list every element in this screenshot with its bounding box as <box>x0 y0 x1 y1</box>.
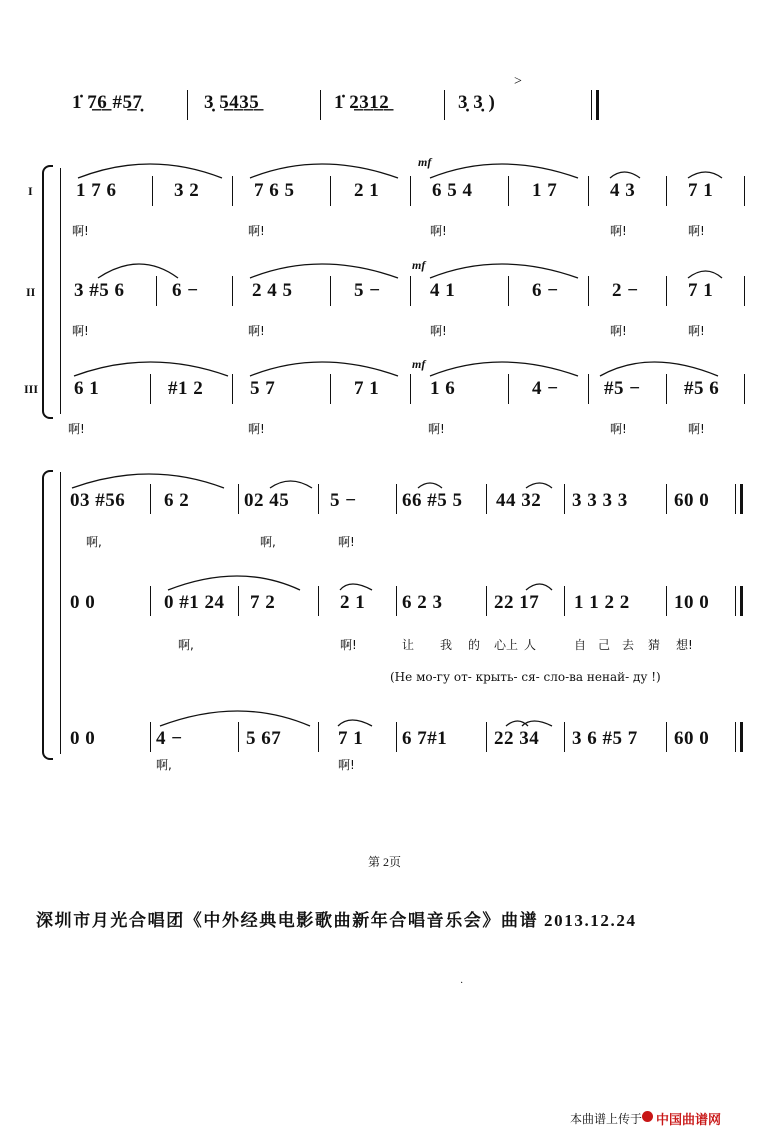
measure: 1 7 6 <box>76 180 117 201</box>
lyric: 啊! <box>688 422 705 436</box>
slur <box>78 164 222 178</box>
lyric: 啊! <box>248 224 265 238</box>
lyric: 啊, <box>86 535 102 549</box>
measure: 4 − <box>532 378 559 399</box>
lyric: 啊! <box>338 535 355 549</box>
measure: 3 2 <box>174 180 200 201</box>
measure: 60 0 <box>674 728 710 749</box>
slur <box>250 164 398 178</box>
slur <box>600 362 718 376</box>
slur <box>250 362 398 376</box>
measure: 66 #5 5 <box>402 490 463 511</box>
measure: 6 − <box>172 280 199 301</box>
measure: 7 1 <box>688 180 714 201</box>
page-number: 第 2页 <box>368 855 402 869</box>
measure: 5 67 <box>246 728 282 749</box>
dynamic-mark: mf <box>412 258 426 272</box>
lyric: 啊! <box>340 638 357 652</box>
measure: 44 32 <box>496 490 542 511</box>
part-label: I <box>28 184 33 198</box>
lyric: 啊! <box>610 224 627 238</box>
measure: 7 2 <box>250 592 276 613</box>
lyric: 啊, <box>156 758 172 772</box>
measure: 5 7 <box>250 378 276 399</box>
measure: 1 7 <box>532 180 558 201</box>
lyric: 啊! <box>338 758 355 772</box>
dynamic-mark: mf <box>412 357 426 371</box>
measure: 7 1 <box>354 378 380 399</box>
measure: 2 − <box>612 280 639 301</box>
measure: 6 7#1 <box>402 728 448 749</box>
measure: 7 6 5 <box>254 180 295 201</box>
lyric: 啊! <box>610 422 627 436</box>
intro-measure: 3̣ 5̲4̲3̲5̲ <box>204 92 260 113</box>
measure: 5 − <box>354 280 381 301</box>
measure: 02 45 <box>244 490 290 511</box>
measure: 6 1 <box>74 378 100 399</box>
measure: 6 2 3 <box>402 592 443 613</box>
slur <box>430 362 578 376</box>
lyric: 己 <box>598 638 611 652</box>
measure: #1 2 <box>168 378 204 399</box>
slur <box>418 483 442 488</box>
measure: 7 1 <box>688 280 714 301</box>
lyric: 啊! <box>430 324 447 338</box>
lyric: 啊! <box>248 324 265 338</box>
slur <box>338 720 372 726</box>
lyric: 啊! <box>610 324 627 338</box>
lyric: 啊! <box>430 224 447 238</box>
logo-icon <box>642 1111 653 1122</box>
slur <box>160 711 310 726</box>
lyric: 自 <box>574 638 587 652</box>
measure: #5 − <box>604 378 641 399</box>
slur <box>430 264 578 278</box>
measure: 22 17 <box>494 592 540 613</box>
measure: 3 #5 6 <box>74 280 125 301</box>
slur <box>168 576 300 590</box>
measure: 6 5 4 <box>432 180 473 201</box>
measure: 5 − <box>330 490 357 511</box>
measure: 0 0 <box>70 592 96 613</box>
transliteration: (Не мо-гу от- крыть- ся- сло-ва ненай- ду !) <box>390 670 661 684</box>
measure: 7 1 <box>338 728 364 749</box>
measure: 1 1 2 2 <box>574 592 630 613</box>
intro-measure: 3̣ 3̣ ) <box>458 92 496 113</box>
slur <box>688 271 722 278</box>
lyric: 啊! <box>248 422 265 436</box>
measure: 4 − <box>156 728 183 749</box>
dot: · <box>460 978 464 989</box>
lyric: 啊, <box>260 535 276 549</box>
slur <box>430 164 578 178</box>
slur <box>340 584 372 590</box>
lyric: 啊! <box>688 324 705 338</box>
dynamic-mark: mf <box>418 155 432 169</box>
measure: 22 34 <box>494 728 540 749</box>
measure: 3 3 3 3 <box>572 490 628 511</box>
measure: 4 1 <box>430 280 456 301</box>
lyric: 让 <box>402 638 415 652</box>
lyric: 啊! <box>72 324 89 338</box>
measure: 6 2 <box>164 490 190 511</box>
slur <box>270 481 312 488</box>
lyric: 心上 <box>494 638 519 652</box>
measure: 6 − <box>532 280 559 301</box>
lyric: 啊! <box>68 422 85 436</box>
slur <box>688 172 722 178</box>
measure: 10 0 <box>674 592 710 613</box>
lyric: 猜 <box>648 638 661 652</box>
accent-mark: > <box>514 74 522 89</box>
upload-note: 本曲谱上传于 <box>570 1112 643 1126</box>
lyric: 去 <box>622 638 635 652</box>
part-label: III <box>24 382 39 396</box>
measure: 0 0 <box>70 728 96 749</box>
slur <box>250 264 398 278</box>
lyric: 啊! <box>72 224 89 238</box>
measure: 03 #56 <box>70 490 126 511</box>
slur <box>526 483 552 488</box>
slur <box>610 172 640 178</box>
slur <box>72 474 224 488</box>
measure: 4 3 <box>610 180 636 201</box>
lyric: 人 <box>524 638 537 652</box>
measure: 2 1 <box>340 592 366 613</box>
intro-measure: 1̇ 7̲6̲ #5̲7̣ <box>72 92 143 113</box>
lyric: 的 <box>468 638 481 652</box>
intro-measure: 1̇ 2̲3̲1̲2̲ <box>334 92 390 113</box>
measure: 1 6 <box>430 378 456 399</box>
measure: 3 6 #5 7 <box>572 728 638 749</box>
slur <box>74 362 228 376</box>
slur <box>98 264 178 278</box>
site-logo[interactable]: 中国曲谱网 <box>656 1113 722 1128</box>
part-label: II <box>26 285 36 299</box>
slur <box>526 584 552 590</box>
lyric: 想! <box>676 638 693 652</box>
lyric: 啊, <box>178 638 194 652</box>
lyric: 我 <box>440 638 453 652</box>
measure: #5 6 <box>684 378 720 399</box>
measure: 0 #1 24 <box>164 592 225 613</box>
lyric: 啊! <box>428 422 445 436</box>
lyric: 啊! <box>688 224 705 238</box>
measure: 2 4 5 <box>252 280 293 301</box>
measure: 2 1 <box>354 180 380 201</box>
measure: 60 0 <box>674 490 710 511</box>
footer-caption: 深圳市月光合唱团《中外经典电影歌曲新年合唱音乐会》曲谱 2013.12.24 <box>36 911 637 930</box>
